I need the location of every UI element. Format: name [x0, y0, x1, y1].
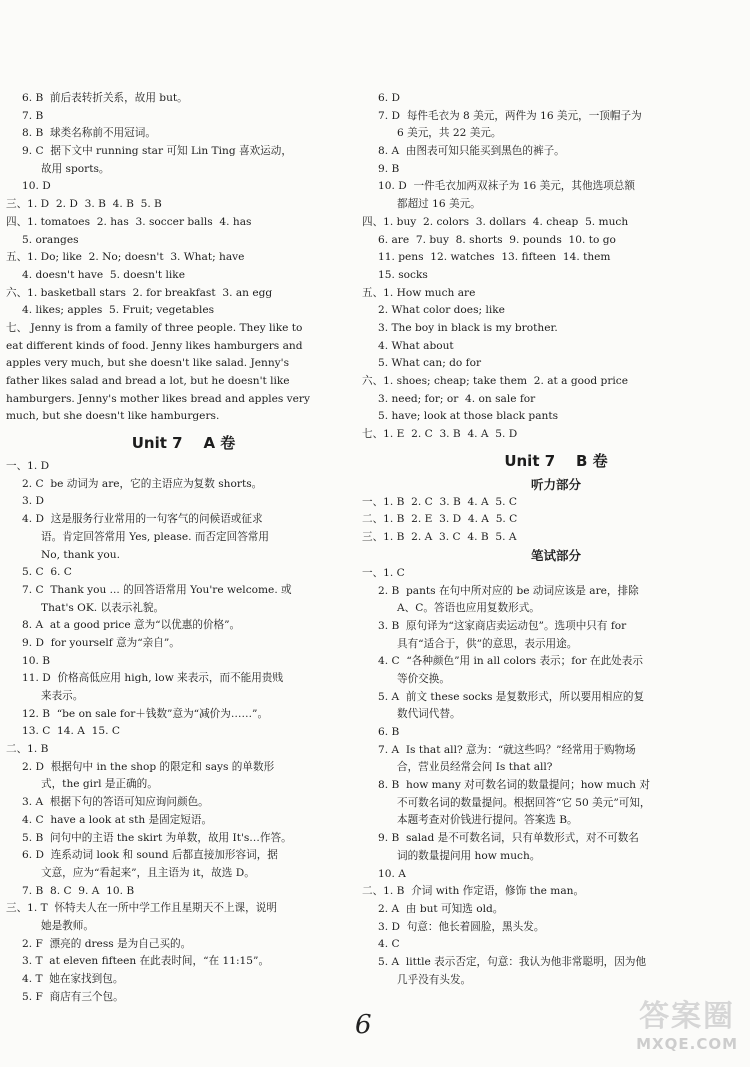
answer-line: apples very much, but she doesn't like salad. Jenny's [6, 357, 290, 370]
answer-line: hamburgers. Jenny's mother likes bread and apples very [6, 392, 310, 405]
answer-line: 四、1. buy 2. colors 3. dollars 4. cheap 5. much [362, 215, 629, 228]
answer-line: 本题考查对价钱进行提问。答案选 B。 [397, 814, 578, 827]
answer-line: 8. A 由图表可知只能买到黑色的裤子。 [378, 145, 565, 158]
unit-heading: Unit 7 B 卷 [504, 451, 608, 470]
answer-line: 2. D 根据句中 in the shop 的限定和 says 的单数形 [22, 760, 275, 773]
answer-line: 四、1. tomatoes 2. has 3. soccer balls 4. has [6, 215, 252, 228]
answer-line: No, thank you. [41, 548, 120, 561]
answer-line: 11. D 价格高低应用 high, low 来表示，而不能用贵贱 [22, 672, 284, 685]
answer-line: 2. F 漂亮的 dress 是为自己买的。 [22, 937, 192, 950]
answer-line: 都超过 16 美元。 [397, 198, 481, 211]
answer-line: 三、1. T 怀特夫人在一所中学工作且星期天不上课，说明 [6, 902, 277, 915]
answer-line: 10. A [378, 867, 406, 880]
answer-line: 3. A 根据下句的答语可知应询问颜色。 [22, 796, 209, 809]
answer-line: 5. have; look at those black pants [378, 410, 559, 423]
watermark-url: MXQE.COM [636, 1035, 738, 1053]
answer-line: 故用 sports。 [41, 162, 110, 175]
answer-line: 6. B [378, 726, 400, 738]
answer-line: 4. C have a look at sth 是固定短语。 [22, 813, 213, 826]
answer-line: 7. A Is that all? 意为：“就这些吗？”经常用于购物场 [378, 743, 636, 756]
answer-line: 数代词代替。 [397, 708, 461, 721]
answer-line: 五、1. How much are [362, 286, 476, 299]
answer-line: 一、1. B 2. C 3. B 4. A 5. C [362, 495, 517, 508]
answer-line: 三、1. D 2. D 3. B 4. B 5. B [6, 198, 162, 211]
answer-line: 三、1. B 2. A 3. C 4. B 5. A [362, 531, 517, 544]
answer-line: 五、1. Do; like 2. No; doesn't 3. What; have [6, 251, 245, 264]
answer-line: 2. B pants 在句中所对应的 be 动词应该是 are，排除 [378, 584, 639, 597]
answer-line: 6. D [378, 92, 400, 104]
right-column [362, 90, 750, 989]
answer-line: 7. D 每件毛衣为 8 美元，两件为 16 美元，一顶帽子为 [378, 109, 642, 122]
answer-line: 2. C be 动词为 are，它的主语应为复数 shorts。 [22, 477, 263, 490]
answer-line: 5. What can; do for [378, 357, 482, 370]
answer-line: 10. D [22, 180, 51, 193]
answer-line: 9. B salad 是不可数名词，只有单数形式，对不可数名 [378, 832, 639, 845]
answer-line: 二、1. B 2. E 3. D 4. A 5. C [362, 513, 518, 526]
answer-line: 七、 Jenny is from a family of three people. They like to [6, 321, 303, 334]
answer-line: 2. What color does; like [378, 304, 505, 317]
answer-line: 六、1. basketball stars 2. for breakfast 3. an egg [6, 286, 273, 299]
unit-heading: Unit 7 A 卷 [131, 434, 236, 453]
answer-line: 10. D 一件毛衣加两双袜子为 16 美元，其他选项总额 [378, 180, 635, 193]
answer-line: 文意，应为“看起来”，且主语为 it，故选 D。 [41, 866, 255, 879]
answer-line: 5. A 前文 these socks 是复数形式，所以要用相应的复 [378, 690, 645, 703]
answer-line: 4. likes; apples 5. Fruit; vegetables [22, 304, 215, 317]
page-number: 6 [355, 1010, 372, 1040]
section-heading: 笔试部分 [530, 547, 581, 563]
answer-line: 10. B [22, 654, 50, 667]
answer-line: 15. socks [378, 268, 428, 281]
answer-line: 6. D 连系动词 look 和 sound 后都直接加形容词，据 [22, 849, 278, 862]
watermark-text: 答案圈 [639, 999, 736, 1034]
answer-line: 5. B 问句中的主语 the skirt 为单数，故用 It's…作答。 [22, 831, 292, 844]
answer-line: 6. are 7. buy 8. shorts 9. pounds 10. to go [378, 233, 616, 246]
answer-line: 3. B 原句译为“这家商店卖运动包”。选项中只有 for [378, 619, 627, 632]
answer-line: 5. oranges [22, 233, 79, 246]
answer-line: 5. A little 表示否定，句意：我认为他非常聪明，因为他 [378, 955, 647, 968]
answer-line: 式，the girl 是正确的。 [41, 778, 158, 791]
answer-line: 等价交换。 [397, 672, 450, 685]
answer-line: 2. A 由 but 可知选 old。 [378, 902, 504, 915]
answer-line: 7. B [22, 109, 44, 122]
answer-line: 4. What about [378, 339, 454, 352]
answer-line: 词的数量提问用 how much。 [397, 849, 541, 862]
answer-line: That's OK. 以表示礼貌。 [41, 601, 165, 614]
answer-line: 11. pens 12. watches 13. fifteen 14. them [378, 251, 611, 264]
answer-line: 六、1. shoes; cheap; take them 2. at a good price [362, 375, 628, 387]
answer-line: 七、1. E 2. C 3. B 4. A 5. D [362, 428, 518, 441]
answer-line: 合，营业员经常会问 Is that all? [397, 761, 553, 774]
answer-line: 9. C 据下文中 running star 可知 Lin Ting 喜欢运动， [22, 145, 292, 158]
answer-line: 二、1. B 介词 with 作定语，修饰 the man。 [362, 885, 585, 898]
answer-line: 7. C Thank you ... 的回答语常用 You're welcome. 或 [22, 583, 292, 596]
answer-line: 不可数名词的数量提问。根据回答“它 50 美元”可知， [397, 796, 651, 809]
answer-line: 9. B [378, 162, 400, 175]
answer-line: 6 美元，共 22 美元。 [397, 127, 502, 140]
answer-line: 7. B 8. C 9. A 10. B [22, 884, 135, 897]
answer-line: 4. C “各种颜色”用 in all colors 表示；for 在此处表示 [378, 655, 643, 668]
section-heading: 听力部分 [530, 476, 581, 492]
answer-line: 5. F 商店有三个包。 [22, 990, 124, 1003]
answer-line: 一、1. D [6, 460, 50, 473]
answer-line: 3. D 句意：他长着圆脸，黑头发。 [378, 920, 545, 933]
answer-line: 8. B 球类名称前不用冠词。 [22, 127, 156, 140]
answer-line: 13. C 14. A 15. C [22, 725, 120, 738]
answer-line: 8. B how many 对可数名词的数量提问；how much 对 [378, 779, 650, 792]
answer-line: A、C。答语也应用复数形式。 [397, 602, 540, 615]
answer-line: 几乎没有头发。 [397, 973, 472, 986]
answer-line: 3. The boy in black is my brother. [378, 321, 558, 334]
answer-line: 3. D [22, 495, 44, 508]
answer-line: 3. T at eleven fifteen 在此表时间，“在 11:15”。 [22, 955, 270, 968]
answer-line: 4. D 这是服务行业常用的一句客气的问候语或征求 [22, 513, 263, 526]
answer-line: 5. C 6. C [22, 566, 72, 579]
answer-line: 12. B “be on sale for＋钱数”意为“减价为……”。 [22, 707, 269, 720]
answer-line: 二、1. B [6, 743, 49, 756]
answer-line: 6. B 前后表转折关系，故用 but。 [22, 92, 188, 104]
answer-line: 9. D for yourself 意为“亲自”。 [22, 636, 180, 649]
answer-line: 4. C [378, 938, 400, 951]
answer-line: 4. T 她在家找到包。 [22, 973, 124, 985]
answer-line: 8. A at a good price 意为“以优惠的价格”。 [22, 619, 241, 632]
answer-line: 语。肯定回答常用 Yes, please. 而否定回答常用 [41, 530, 269, 543]
answer-line: 她是教师。 [41, 919, 94, 932]
watermark-logo [636, 991, 738, 1053]
answer-line: 来表示。 [41, 690, 84, 702]
answer-line: 4. doesn't have 5. doesn't like [22, 268, 185, 281]
answer-line: 3. need; for; or 4. on sale for [378, 392, 536, 405]
answer-line: father likes salad and bread a lot, but he doesn't like [6, 375, 290, 387]
left-column [6, 90, 361, 1006]
answer-line: 一、1. C [362, 566, 405, 579]
answer-line: 具有“适合于，供”的意思，表示用途。 [397, 637, 578, 650]
answer-line: eat different kinds of food. Jenny likes hamburgers and [6, 339, 303, 352]
answer-line: much, but she doesn't like hamburgers. [6, 410, 220, 423]
